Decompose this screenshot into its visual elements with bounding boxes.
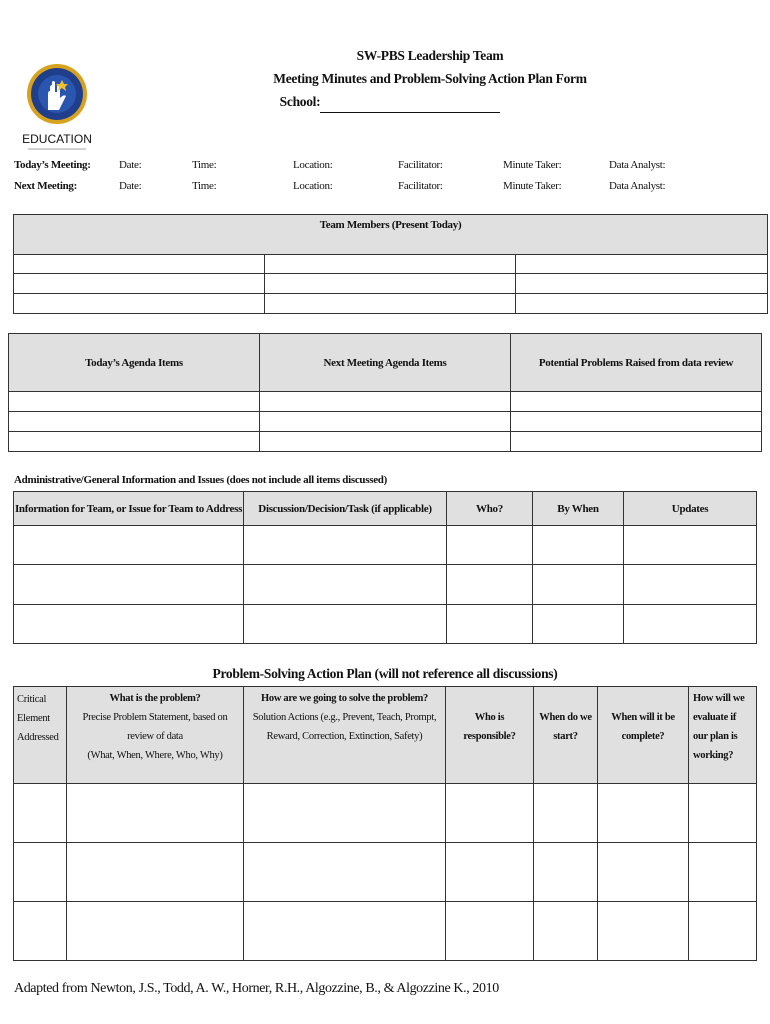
potential-problems-header: Potential Problems Raised from data review (511, 334, 762, 392)
todays-agenda-header: Today’s Agenda Items (9, 334, 260, 392)
admin-cell[interactable] (14, 565, 244, 605)
admin-cell[interactable] (624, 605, 757, 644)
plan-cell[interactable] (689, 902, 757, 961)
plan-cell[interactable] (67, 784, 244, 843)
admin-table (13, 491, 757, 644)
plan-cell[interactable] (598, 784, 689, 843)
agenda-cell[interactable] (511, 392, 762, 412)
team-member-cell[interactable] (265, 294, 516, 314)
todays-date-field[interactable]: Date: (119, 159, 142, 171)
next-date-field[interactable]: Date: (119, 180, 142, 192)
critical-element-header: Critical Element Addressed (14, 687, 67, 784)
next-data-analyst-field[interactable]: Data Analyst: (609, 180, 666, 192)
action-plan-caption: Problem-Solving Action Plan (will not reference all discussions) (212, 666, 558, 681)
agenda-cell[interactable] (9, 412, 260, 432)
plan-cell[interactable] (244, 902, 446, 961)
plan-cell[interactable] (598, 843, 689, 902)
admin-cell[interactable] (624, 526, 757, 565)
who-responsible-header: Who is responsible? (446, 687, 534, 784)
plan-cell[interactable] (534, 784, 598, 843)
title-line-1: SW-PBS Leadership Team (356, 48, 504, 63)
plan-cell[interactable] (446, 784, 534, 843)
team-member-cell[interactable] (14, 274, 265, 294)
todays-minute-taker-field[interactable]: Minute Taker: (503, 159, 562, 171)
logo-text: EDUCATION (22, 132, 92, 146)
agenda-cell[interactable] (260, 412, 511, 432)
title-line-2: Meeting Minutes and Problem-Solving Action Plan Form (273, 71, 587, 86)
discussion-header: Discussion/Decision/Task (if applicable) (244, 492, 447, 526)
plan-cell[interactable] (446, 902, 534, 961)
admin-caption: Administrative/General Information and Issues (does not include all items discussed) (14, 474, 387, 486)
school-row (240, 90, 620, 113)
citation-footer: Adapted from Newton, J.S., Todd, A. W., Horner, R.H., Algozzine, B., & Algozzine K., 2010 (14, 981, 499, 996)
team-member-cell[interactable] (265, 274, 516, 294)
plan-cell[interactable] (534, 902, 598, 961)
team-member-cell[interactable] (265, 255, 516, 274)
action-plan-table (13, 686, 757, 961)
plan-cell[interactable] (689, 843, 757, 902)
agenda-table (8, 333, 762, 452)
team-member-cell[interactable] (14, 255, 265, 274)
next-agenda-header: Next Meeting Agenda Items (260, 334, 511, 392)
plan-cell[interactable] (534, 843, 598, 902)
plan-cell[interactable] (67, 902, 244, 961)
plan-cell[interactable] (689, 784, 757, 843)
admin-cell[interactable] (533, 526, 624, 565)
plan-cell[interactable] (14, 902, 67, 961)
plan-cell[interactable] (598, 902, 689, 961)
next-location-field[interactable]: Location: (293, 180, 333, 192)
admin-cell[interactable] (244, 526, 447, 565)
by-when-header: By When (533, 492, 624, 526)
todays-facilitator-field[interactable]: Facilitator: (398, 159, 443, 171)
school-label: School: (279, 94, 321, 109)
agenda-cell[interactable] (260, 432, 511, 452)
form-title (240, 44, 620, 113)
admin-cell[interactable] (244, 605, 447, 644)
admin-cell[interactable] (447, 526, 533, 565)
admin-cell[interactable] (533, 605, 624, 644)
team-member-cell[interactable] (516, 255, 768, 274)
admin-cell[interactable] (14, 605, 244, 644)
todays-time-field[interactable]: Time: (192, 159, 217, 171)
plan-cell[interactable] (14, 843, 67, 902)
plan-cell[interactable] (14, 784, 67, 843)
admin-cell[interactable] (244, 565, 447, 605)
problem-header: What is the problem? Precise Problem Statement, based on review of data (What, When, Where, Who, Why) (67, 687, 244, 784)
school-field[interactable] (320, 98, 500, 113)
when-complete-header: When will it be complete? (598, 687, 689, 784)
todays-meeting-label: Today’s Meeting: (14, 159, 91, 171)
updates-header: Updates (624, 492, 757, 526)
team-member-cell[interactable] (14, 294, 265, 314)
team-member-cell[interactable] (516, 274, 768, 294)
team-members-header: Team Members (Present Today) (14, 215, 768, 255)
education-logo (22, 58, 92, 156)
next-facilitator-field[interactable]: Facilitator: (398, 180, 443, 192)
todays-data-analyst-field[interactable]: Data Analyst: (609, 159, 666, 171)
when-start-header: When do we start? (534, 687, 598, 784)
next-meeting-label: Next Meeting: (14, 180, 77, 192)
info-issue-header: Information for Team, or Issue for Team to Address (14, 492, 244, 526)
todays-location-field[interactable]: Location: (293, 159, 333, 171)
team-members-table (13, 214, 768, 314)
admin-cell[interactable] (447, 605, 533, 644)
who-header: Who? (447, 492, 533, 526)
agenda-cell[interactable] (9, 392, 260, 412)
plan-cell[interactable] (446, 843, 534, 902)
plan-cell[interactable] (67, 843, 244, 902)
plan-cell[interactable] (244, 843, 446, 902)
evaluate-header: How will we evaluate if our plan is working? (689, 687, 757, 784)
admin-cell[interactable] (624, 565, 757, 605)
agenda-cell[interactable] (9, 432, 260, 452)
team-member-cell[interactable] (516, 294, 768, 314)
admin-cell[interactable] (14, 526, 244, 565)
plan-cell[interactable] (244, 784, 446, 843)
agenda-cell[interactable] (511, 412, 762, 432)
next-minute-taker-field[interactable]: Minute Taker: (503, 180, 562, 192)
agenda-cell[interactable] (260, 392, 511, 412)
admin-cell[interactable] (533, 565, 624, 605)
agenda-cell[interactable] (511, 432, 762, 452)
next-time-field[interactable]: Time: (192, 180, 217, 192)
solution-header: How are we going to solve the problem? Solution Actions (e.g., Prevent, Teach, Prompt, Reward, Correction, Extinction, Safety) (244, 687, 446, 784)
admin-cell[interactable] (447, 565, 533, 605)
